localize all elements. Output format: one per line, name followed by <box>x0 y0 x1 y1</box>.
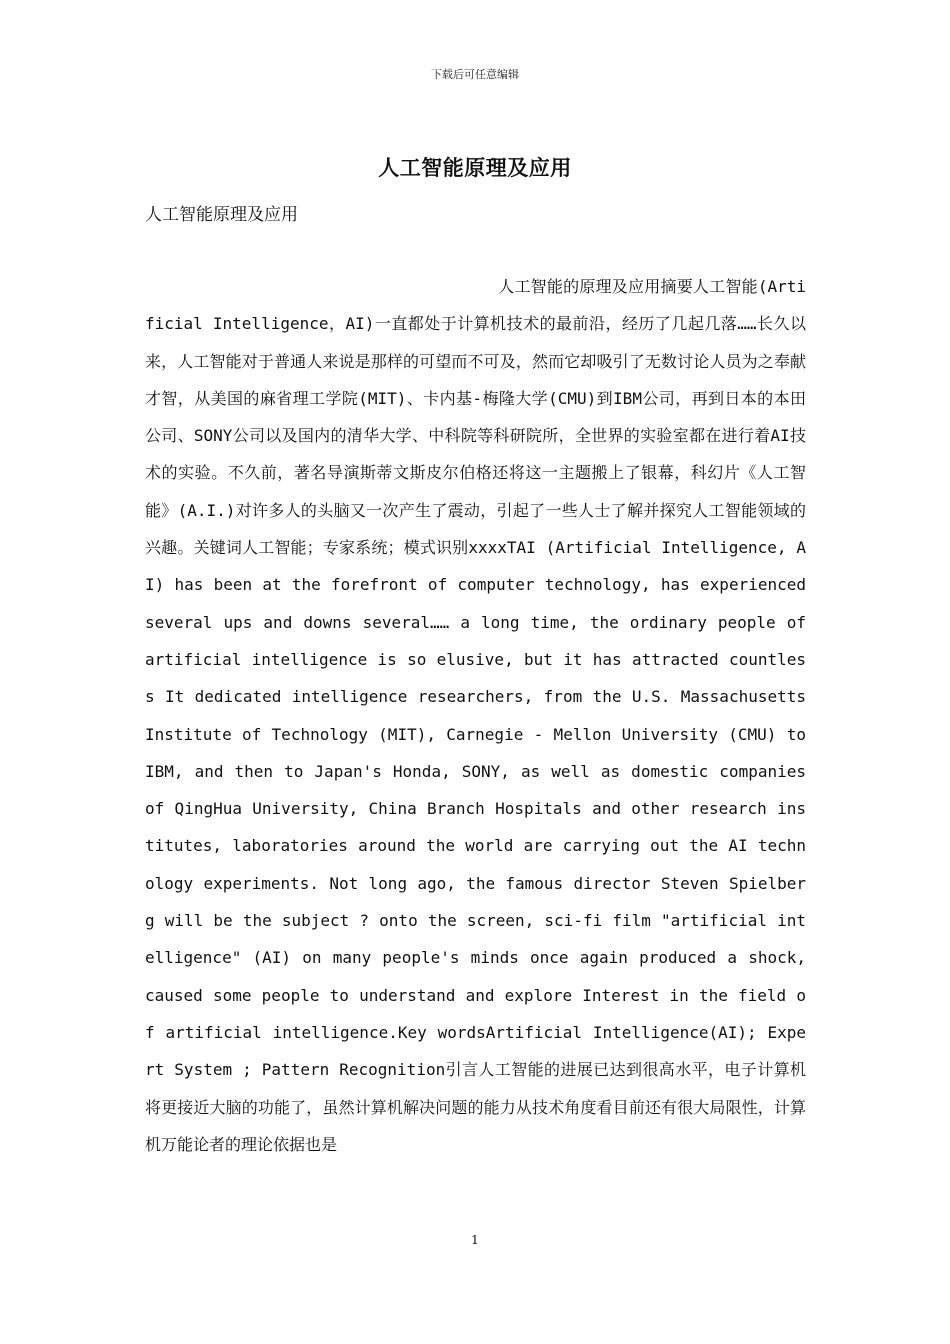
document-subtitle: 人工智能原理及应用 <box>145 205 298 225</box>
document-title: 人工智能原理及应用 <box>378 156 572 180</box>
body-paragraph <box>145 268 806 1163</box>
body-text: 人工智能的原理及应用摘要人工智能(Artificial Intelligence，AI)一直都处于计算机技术的最前沿，经历了几起几落……长久以来，人工智能对于普通人来说是那样的可望而不可及，然而它却吸引了无数讨论人员为之奉献才智，从美国的麻省理工学院(MIT)、卡内基-梅隆大学(CMU)到IBM公司，再到日本的本田公司、SONY公司以及国内的清华大学、中科院等科研院所，全世界的实验室都在进行着AI技术的实验。不久前，著名导演斯蒂文斯皮尔伯格还将这一主题搬上了银幕，科幻片《人工智能》(A.I.)对许多人的头脑又一次产生了震动，引起了一些人士了解并探究人工智能领域的兴趣。关键词人工智能；专家系统；模式识别xxxxTAI (Artificial Intelligence, AI) has been at the forefront of computer technology, has experienced several ups and downs several…… a long time, the ordinary people of artificial intelligence is so elusive, but it has attracted countless It dedicated intelligence researchers, from the U.S. Massachusetts Institute of Technology (MIT), Carnegie - Mellon University (CMU) to IBM, and then to Japan's Honda, SONY, as well as domestic companies of QingHua University, China Branch Hospitals and other research institutes, laboratories around the world are carrying out the AI technology experiments. Not long ago, the famous director Steven Spielberg will be the subject ? onto the screen, sci-fi film "artificial intelligence" (AI) on many people's minds once again produced a shock, caused some people to understand and explore Interest in the field of artificial intelligence.Key wordsArtificial Intelligence(AI); Expert System ; Pattern Recognition引言人工智能的进展已达到很高水平，电子计算机将更接近大脑的功能了，虽然计算机解决问题的能力从技术角度看目前还有很大局限性，计算机万能论者的理论依据也是 <box>145 277 806 1154</box>
page-number: 1 <box>471 1233 479 1247</box>
page-header-note: 下载后可任意编辑 <box>431 68 519 81</box>
